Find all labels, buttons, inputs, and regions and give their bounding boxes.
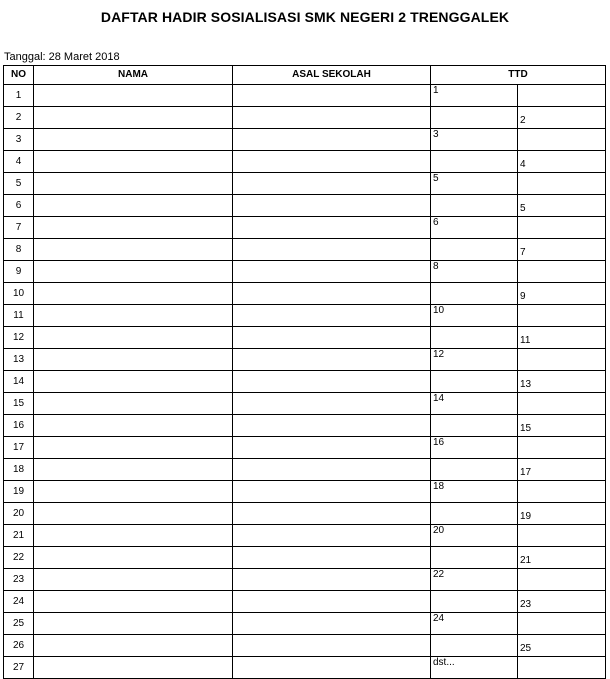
table-row bbox=[4, 261, 606, 283]
nama-cell[interactable] bbox=[34, 85, 233, 107]
asal-sekolah-cell[interactable] bbox=[233, 415, 431, 437]
table-row bbox=[4, 569, 606, 591]
row-number-cell: 13 bbox=[4, 349, 34, 371]
ttd-right-cell[interactable] bbox=[518, 525, 606, 547]
ttd-right-cell[interactable] bbox=[518, 613, 606, 635]
row-number-cell: 23 bbox=[4, 569, 34, 591]
nama-cell[interactable] bbox=[34, 657, 233, 679]
nama-cell[interactable] bbox=[34, 261, 233, 283]
ttd-right-cell[interactable]: 7 bbox=[518, 239, 606, 261]
table-row bbox=[4, 173, 606, 195]
table-row bbox=[4, 151, 606, 173]
table-row bbox=[4, 459, 606, 481]
asal-sekolah-cell[interactable] bbox=[233, 393, 431, 415]
nama-cell[interactable] bbox=[34, 481, 233, 503]
ttd-right-cell[interactable]: 19 bbox=[518, 503, 606, 525]
ttd-right-cell[interactable] bbox=[518, 217, 606, 239]
nama-cell[interactable] bbox=[34, 547, 233, 569]
ttd-left-cell[interactable]: 20 bbox=[431, 525, 518, 547]
asal-sekolah-cell[interactable] bbox=[233, 195, 431, 217]
table-row bbox=[4, 635, 606, 657]
nama-cell[interactable] bbox=[34, 591, 233, 613]
ttd-right-cell[interactable]: 9 bbox=[518, 283, 606, 305]
nama-cell[interactable] bbox=[34, 503, 233, 525]
ttd-left-cell[interactable] bbox=[431, 415, 518, 437]
ttd-left-cell[interactable] bbox=[431, 195, 518, 217]
nama-cell[interactable] bbox=[34, 525, 233, 547]
asal-sekolah-cell[interactable] bbox=[233, 327, 431, 349]
row-number-cell: 10 bbox=[4, 283, 34, 305]
row-number-cell: 7 bbox=[4, 217, 34, 239]
table-row bbox=[4, 349, 606, 371]
asal-sekolah-cell[interactable] bbox=[233, 107, 431, 129]
table-row bbox=[4, 107, 606, 129]
ttd-right-cell[interactable] bbox=[518, 437, 606, 459]
ttd-left-cell[interactable]: 6 bbox=[431, 217, 518, 239]
nama-cell[interactable] bbox=[34, 129, 233, 151]
row-number-cell: 8 bbox=[4, 239, 34, 261]
table-header-row bbox=[4, 66, 606, 85]
ttd-left-cell[interactable]: 16 bbox=[431, 437, 518, 459]
row-number-cell: 6 bbox=[4, 195, 34, 217]
table-row bbox=[4, 415, 606, 437]
ttd-right-cell[interactable] bbox=[518, 481, 606, 503]
nama-cell[interactable] bbox=[34, 327, 233, 349]
ttd-right-cell[interactable] bbox=[518, 305, 606, 327]
asal-sekolah-cell[interactable] bbox=[233, 481, 431, 503]
ttd-left-cell[interactable]: dst... bbox=[431, 657, 518, 679]
table-row bbox=[4, 437, 606, 459]
table-row bbox=[4, 371, 606, 393]
asal-sekolah-cell[interactable] bbox=[233, 657, 431, 679]
row-number-cell: 16 bbox=[4, 415, 34, 437]
ttd-left-cell[interactable] bbox=[431, 503, 518, 525]
asal-sekolah-cell[interactable] bbox=[233, 349, 431, 371]
nama-cell[interactable] bbox=[34, 349, 233, 371]
ttd-right-cell[interactable]: 17 bbox=[518, 459, 606, 481]
row-number-cell: 21 bbox=[4, 525, 34, 547]
table-row bbox=[4, 525, 606, 547]
row-number-cell: 14 bbox=[4, 371, 34, 393]
asal-sekolah-cell[interactable] bbox=[233, 173, 431, 195]
ttd-right-cell[interactable] bbox=[518, 349, 606, 371]
nama-cell[interactable] bbox=[34, 569, 233, 591]
nama-cell[interactable] bbox=[34, 173, 233, 195]
asal-sekolah-cell[interactable] bbox=[233, 525, 431, 547]
nama-cell[interactable] bbox=[34, 459, 233, 481]
ttd-right-cell[interactable] bbox=[518, 173, 606, 195]
ttd-right-cell[interactable] bbox=[518, 85, 606, 107]
asal-sekolah-cell[interactable] bbox=[233, 261, 431, 283]
row-number-cell: 5 bbox=[4, 173, 34, 195]
nama-cell[interactable] bbox=[34, 635, 233, 657]
table-row bbox=[4, 129, 606, 151]
document-title: DAFTAR HADIR SOSIALISASI SMK NEGERI 2 TRENGGALEK bbox=[100, 9, 510, 25]
table-row bbox=[4, 393, 606, 415]
ttd-right-cell[interactable]: 15 bbox=[518, 415, 606, 437]
ttd-left-cell[interactable] bbox=[431, 283, 518, 305]
nama-cell[interactable] bbox=[34, 239, 233, 261]
table-row bbox=[4, 657, 606, 679]
asal-sekolah-cell[interactable] bbox=[233, 591, 431, 613]
asal-sekolah-cell[interactable] bbox=[233, 217, 431, 239]
row-number-cell: 19 bbox=[4, 481, 34, 503]
ttd-left-cell[interactable] bbox=[431, 591, 518, 613]
table-row bbox=[4, 591, 606, 613]
nama-cell[interactable] bbox=[34, 371, 233, 393]
ttd-left-cell[interactable] bbox=[431, 459, 518, 481]
header-ttd: TTD bbox=[431, 66, 606, 85]
ttd-right-cell[interactable] bbox=[518, 569, 606, 591]
ttd-left-cell[interactable] bbox=[431, 151, 518, 173]
row-number-cell: 15 bbox=[4, 393, 34, 415]
ttd-left-cell[interactable]: 1 bbox=[431, 85, 518, 107]
asal-sekolah-cell[interactable] bbox=[233, 151, 431, 173]
date-label: Tanggal: 28 Maret 2018 bbox=[4, 51, 120, 63]
ttd-left-cell[interactable]: 12 bbox=[431, 349, 518, 371]
ttd-right-cell[interactable]: 4 bbox=[518, 151, 606, 173]
asal-sekolah-cell[interactable] bbox=[233, 371, 431, 393]
ttd-left-cell[interactable]: 18 bbox=[431, 481, 518, 503]
asal-sekolah-cell[interactable] bbox=[233, 613, 431, 635]
ttd-left-cell[interactable] bbox=[431, 635, 518, 657]
ttd-right-cell[interactable] bbox=[518, 129, 606, 151]
asal-sekolah-cell[interactable] bbox=[233, 305, 431, 327]
nama-cell[interactable] bbox=[34, 437, 233, 459]
header-no: NO bbox=[4, 66, 34, 85]
row-number-cell: 17 bbox=[4, 437, 34, 459]
asal-sekolah-cell[interactable] bbox=[233, 283, 431, 305]
asal-sekolah-cell[interactable] bbox=[233, 569, 431, 591]
ttd-left-cell[interactable]: 22 bbox=[431, 569, 518, 591]
ttd-left-cell[interactable] bbox=[431, 327, 518, 349]
ttd-right-cell[interactable]: 5 bbox=[518, 195, 606, 217]
ttd-left-cell[interactable]: 3 bbox=[431, 129, 518, 151]
ttd-right-cell[interactable] bbox=[518, 657, 606, 679]
table-row bbox=[4, 305, 606, 327]
nama-cell[interactable] bbox=[34, 415, 233, 437]
row-number-cell: 4 bbox=[4, 151, 34, 173]
row-number-cell: 12 bbox=[4, 327, 34, 349]
ttd-right-cell[interactable]: 13 bbox=[518, 371, 606, 393]
ttd-right-cell[interactable]: 2 bbox=[518, 107, 606, 129]
ttd-left-cell[interactable] bbox=[431, 107, 518, 129]
nama-cell[interactable] bbox=[34, 151, 233, 173]
header-asal-sekolah: ASAL SEKOLAH bbox=[233, 66, 431, 85]
ttd-right-cell[interactable]: 23 bbox=[518, 591, 606, 613]
asal-sekolah-cell[interactable] bbox=[233, 547, 431, 569]
row-number-cell: 25 bbox=[4, 613, 34, 635]
table-row bbox=[4, 547, 606, 569]
row-number-cell: 11 bbox=[4, 305, 34, 327]
nama-cell[interactable] bbox=[34, 195, 233, 217]
row-number-cell: 18 bbox=[4, 459, 34, 481]
row-number-cell: 9 bbox=[4, 261, 34, 283]
table-row bbox=[4, 613, 606, 635]
row-number-cell: 24 bbox=[4, 591, 34, 613]
asal-sekolah-cell[interactable] bbox=[233, 635, 431, 657]
table-row bbox=[4, 481, 606, 503]
row-number-cell: 20 bbox=[4, 503, 34, 525]
asal-sekolah-cell[interactable] bbox=[233, 503, 431, 525]
header-nama: NAMA bbox=[34, 66, 233, 85]
ttd-left-cell[interactable]: 24 bbox=[431, 613, 518, 635]
table-row bbox=[4, 239, 606, 261]
table-body bbox=[4, 85, 606, 679]
ttd-right-cell[interactable]: 11 bbox=[518, 327, 606, 349]
row-number-cell: 22 bbox=[4, 547, 34, 569]
nama-cell[interactable] bbox=[34, 305, 233, 327]
row-number-cell: 1 bbox=[4, 85, 34, 107]
ttd-right-cell[interactable] bbox=[518, 261, 606, 283]
nama-cell[interactable] bbox=[34, 283, 233, 305]
ttd-right-cell[interactable] bbox=[518, 393, 606, 415]
table-row bbox=[4, 195, 606, 217]
row-number-cell: 26 bbox=[4, 635, 34, 657]
nama-cell[interactable] bbox=[34, 393, 233, 415]
row-number-cell: 3 bbox=[4, 129, 34, 151]
row-number-cell: 2 bbox=[4, 107, 34, 129]
ttd-right-cell[interactable]: 25 bbox=[518, 635, 606, 657]
row-number-cell: 27 bbox=[4, 657, 34, 679]
table-row bbox=[4, 327, 606, 349]
table-row bbox=[4, 283, 606, 305]
asal-sekolah-cell[interactable] bbox=[233, 129, 431, 151]
ttd-right-cell[interactable]: 21 bbox=[518, 547, 606, 569]
ttd-left-cell[interactable]: 8 bbox=[431, 261, 518, 283]
ttd-left-cell[interactable]: 5 bbox=[431, 173, 518, 195]
ttd-left-cell[interactable] bbox=[431, 371, 518, 393]
nama-cell[interactable] bbox=[34, 217, 233, 239]
asal-sekolah-cell[interactable] bbox=[233, 85, 431, 107]
table-row bbox=[4, 503, 606, 525]
ttd-left-cell[interactable] bbox=[431, 239, 518, 261]
nama-cell[interactable] bbox=[34, 613, 233, 635]
nama-cell[interactable] bbox=[34, 107, 233, 129]
ttd-left-cell[interactable]: 10 bbox=[431, 305, 518, 327]
ttd-left-cell[interactable]: 14 bbox=[431, 393, 518, 415]
asal-sekolah-cell[interactable] bbox=[233, 437, 431, 459]
asal-sekolah-cell[interactable] bbox=[233, 239, 431, 261]
asal-sekolah-cell[interactable] bbox=[233, 459, 431, 481]
ttd-left-cell[interactable] bbox=[431, 547, 518, 569]
table-row bbox=[4, 85, 606, 107]
attendance-table bbox=[3, 65, 606, 679]
table-row bbox=[4, 217, 606, 239]
